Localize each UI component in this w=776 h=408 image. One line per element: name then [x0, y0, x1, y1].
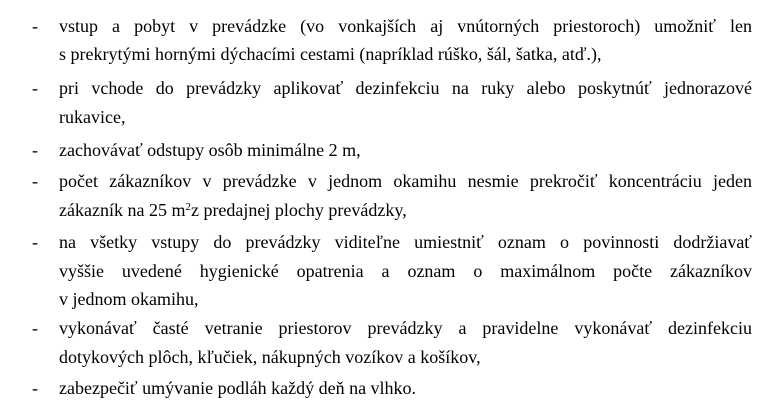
list-bullet: - — [32, 78, 38, 98]
list-item-line: počet zákazníkov v prevádzke v jednom okamihu nesmie prekročiť koncentráciu jeden — [59, 171, 752, 191]
list-bullet: - — [32, 318, 38, 338]
list-item-line — [59, 198, 752, 222]
list-item-text: zákazník na 25 m — [59, 200, 186, 220]
list-bullet: - — [32, 16, 38, 36]
list-item-line: s prekrytými hornými dýchacími cestami (napríklad rúško, šál, šatka, atď.), — [59, 44, 602, 64]
list-item-line: zabezpečiť umývanie podláh každý deň na vlhko. — [59, 378, 417, 398]
list-item-line: pri vchode do prevádzky aplikovať dezinfekciu na ruky alebo poskytnúť jednorazové — [59, 78, 752, 98]
list-item-line: rukavice, — [59, 107, 126, 127]
list-item-line: v jednom okamihu, — [59, 289, 199, 309]
list-item-line: vykonávať časté vetranie priestorov prevádzky a pravidelne vykonávať dezinfekciu — [59, 318, 752, 338]
list-item-line: na všetky vstupy do prevádzky viditeľne umiestniť oznam o povinnosti dodržiavať — [59, 232, 752, 252]
list-bullet: - — [32, 232, 38, 252]
list-item-line: vyššie uvedené hygienické opatrenia a oznam o maximálnom počte zákazníkov — [59, 261, 752, 281]
list-bullet: - — [32, 378, 38, 398]
superscript: 2 — [185, 201, 191, 213]
list-bullet: - — [32, 171, 38, 191]
list-bullet: - — [32, 140, 38, 160]
list-item-line: dotykových plôch, kľučiek, nákupných vozíkov a košíkov, — [59, 347, 481, 367]
list-item-line: vstup a pobyt v prevádzke (vo vonkajších aj vnútorných priestoroch) umožniť len — [59, 16, 752, 36]
list-item-text: z predajnej plochy prevádzky, — [190, 200, 407, 220]
list-item-line: zachovávať odstupy osôb minimálne 2 m, — [59, 140, 361, 160]
